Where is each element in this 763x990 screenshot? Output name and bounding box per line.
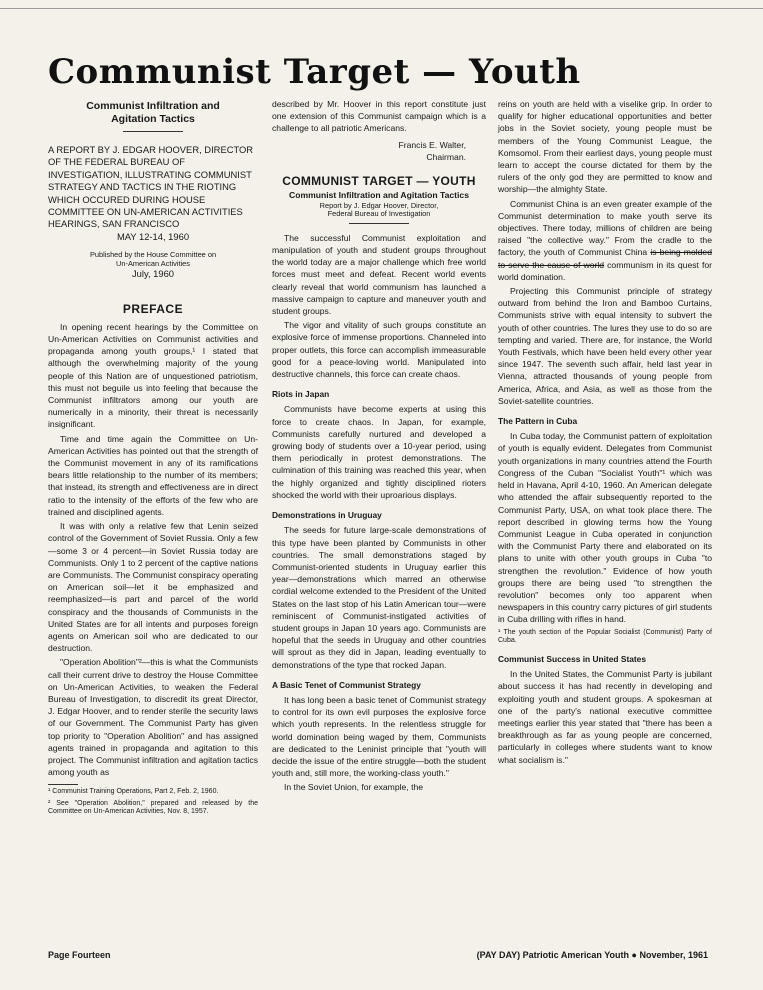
paragraph: In Cuba today, the Communist pattern of exploitation of youth is equally evident. Delegates from Communist youth organizations in many countries attend the Fourth Congress of the Cuban "Socialist Youth"¹ which was held in Havana, April 4-10, 1960. An American delegate who attended the affair subsequently reported to the Communist Party, USA, on what took place there. The report described in glowing terms how the Young Communist League in Cuba operated in conjunction with the Communist Party there and elaborated on its plans to unite with other youth groups in Cuba "to strengthen the revolution." Evidence of how youth groups there are being used "to strengthen the revolution" becomes only too apparent when newspapers in this country carry pictures of girl students in Cuba drilling with rifles in hand. bbox=[498, 431, 712, 625]
published-by bbox=[48, 251, 258, 268]
report-text: A REPORT BY J. EDGAR HOOVER, DIRECTOR OF THE FEDERAL BUREAU OF INVESTIGATION, ILLUSTRATING COMMUNIST STRATEGY AND TACTICS IN THE RIOTING WHICH OCCURED DURING HOUSE COMMITTEE ON UN-AMERICAN ACTIVITIES HEARINGS, SAN FRANCISCO bbox=[48, 144, 254, 230]
paragraph: Time and time again the Committee on Un-American Activities has pointed out that the strength of the Communist movement in any of its ramifications bears little relationship to the number of its members; that instead, its strength and effectiveness are in direct ratio to the intensity of the efforts of the few who are trained and disciplined agents. bbox=[48, 433, 258, 517]
paragraph: reins on youth are held with a viselike grip. In order to qualify for higher educational opportunities and better jobs in the Soviet society, young people must be members of the Young Communist League, the Komsomol. From their earliest days, young people must learn to accept the course dictated for them by the rulers of the only god they are permitted to know and worship—the almighty State. bbox=[498, 99, 712, 195]
paragraph: Communists have become experts at using this force to create chaos. In Japan, for example, Communists carefully nurtured and developed a growing body of students over a 10-year period, using them periodically in protest demonstrations. The culmination of this training was reached this year, when the highly organized and tightly disciplined rioters shocked the world with their uproarious displays. bbox=[272, 404, 486, 500]
report-date: MAY 12-14, 1960 bbox=[116, 230, 190, 242]
column-middle bbox=[272, 98, 486, 796]
paragraph: "Operation Abolition"²—this is what the Communists call their current drive to destroy the House Committee on Un-American Activities, to weaken the Federal Bureau of Investigation, to discredit its great Director, J. Edgar Hoover, and to render sterile the security laws of our Government. The Communist Party has given top priority to "Operation Abolition" and has assigned agents trained in propaganda and agitation to this project. The Communist infiltration and agitation tactics among youth as bbox=[48, 657, 258, 778]
byline-line-2: Federal Bureau of Investigation bbox=[327, 209, 431, 219]
subheading-demonstrations-uruguay: Demonstrations in Uruguay bbox=[272, 510, 382, 521]
paragraph: The seeds for future large-scale demonstrations of this type have been planted by Communists in other countries. The small demonstrations staged by Communist-oriented students in Uruguay earlier this year—demonstrations which marred an otherwise cordial welcome extended to the President of the United States on the last stop of his Latin American tour—were reminiscent of Communist-instigated activities of student groups in Japan 10 years ago. Communists are hopeful that the seeds in Uruguay and other countries will sprout as they did in Japan, leading eventually to demonstrations of the type that rocked Japan. bbox=[272, 525, 486, 670]
page-number: Page Fourteen bbox=[48, 950, 111, 960]
divider bbox=[123, 131, 183, 132]
paragraph: Projecting this Communist principle of strategy outward from behind the Iron and Bamboo Curtains, Communists strive with equal intensity to subvert the youth of other countries. The lures they use to do so are tempting and varied. There are, for instance, the World Youth Festivals, which have been held every other year since 1947. The seventh such affair, held last year in Vienna, attracted thousands of young people from America, Africa, and Asia, as well as those from the Soviet-satellite countries. bbox=[498, 286, 712, 406]
paragraph: The successful Communist exploitation and manipulation of youth and student groups throughout the world today are a major challenge which free world forces must meet and defeat. Recent world events clearly reveal that world communism has launched a massive campaign to capture and maneuver youth and student groups. bbox=[272, 232, 486, 317]
subtitle-line-1: Communist Infiltration and bbox=[86, 100, 220, 112]
publication-info: (PAY DAY) Patriotic American Youth ● November, 1961 bbox=[476, 950, 708, 960]
footnote: ¹ The youth section of the Popular Socialist (Communist) Party of Cuba. bbox=[498, 628, 712, 644]
signature-block bbox=[272, 139, 466, 163]
paragraph-part: Communist China is an even greater example of the Communist determination to make youth serve its objectives. There today, millions of children are being raised "the collective way." From the cradle to the factory, the youth of Communist China bbox=[498, 198, 712, 258]
published-date: July, 1960 bbox=[131, 268, 175, 280]
subheading-pattern-cuba: The Pattern in Cuba bbox=[498, 416, 578, 427]
paragraph: It has long been a basic tenet of Communist strategy to control for its own evil purposes the explosive force which youth represents. In the relentless struggle for world domination being waged by them, Communists are dedicated to the Leninist principle that "youth will decide the issue of the entire struggle—both the student youth and, still more, the working-class youth." bbox=[272, 694, 486, 779]
footnote: ¹ Communist Training Operations, Part 2, Feb. 2, 1960. bbox=[48, 788, 219, 796]
struck-text: is being molded to serve the cause of world bbox=[498, 247, 712, 270]
report-description bbox=[48, 144, 258, 243]
paragraph-part: communism in its quest for world domination. bbox=[498, 259, 713, 282]
byline-line-1: Report by J. Edgar Hoover, Director, bbox=[319, 201, 439, 211]
subtitle-line-2: Agitation Tactics bbox=[111, 113, 195, 125]
signature-title: Chairman. bbox=[426, 151, 466, 162]
subheading-basic-tenet: A Basic Tenet of Communist Strategy bbox=[272, 679, 421, 690]
subtitle bbox=[48, 100, 258, 126]
byline bbox=[272, 202, 486, 219]
paragraph bbox=[498, 198, 712, 283]
subheading-riots-japan: Riots in Japan bbox=[272, 389, 330, 400]
column-left bbox=[48, 98, 258, 816]
paragraph: described by Mr. Hoover in this report constitute just one extension of this Communist campaign which is a challenge to all patriotic Americans. bbox=[272, 99, 486, 134]
subheading-success-us: Communist Success in United States bbox=[498, 653, 646, 664]
paragraph: In opening recent hearings by the Committee on Un-American Activities on Communist activities and propaganda among youth groups,¹ I stated that although the overwhelming majority of the young people of this Nation are of unquestioned patriotism, this must not beguile us into feeling that because the Communist infiltrators among our youth are numerically in a minority, their threat is necessarily insignificant. bbox=[48, 321, 258, 430]
paragraph: The vigor and vitality of such groups constitute an explosive force of immense proportions. Channeled into proper outlets, this force can accomplish immeasurable good for a peace-loving world. Manipulated into destructive channels, this force can create chaos. bbox=[272, 320, 486, 380]
footnote-divider bbox=[48, 784, 78, 785]
paragraph: In the Soviet Union, for example, the bbox=[284, 782, 424, 793]
published-by-line-1: Published by the House Committee on bbox=[89, 250, 217, 260]
published-by-line-2: Un-American Activities bbox=[116, 258, 190, 268]
page-title: Communist Target — Youth bbox=[48, 52, 581, 92]
paragraph: In the United States, the Communist Party is jubilant about success it has had recently in developing and exploiting youth and student groups. A spokesman at one of the party's national executive committee meetings earlier this year stated that "there has been a breakthrough as far as young people are concerned, particularly in colleges where students want to know what socialism is." bbox=[498, 669, 712, 765]
preface-heading: PREFACE bbox=[122, 301, 184, 316]
column-right bbox=[498, 98, 712, 768]
section-heading: COMMUNIST TARGET — YOUTH bbox=[282, 173, 476, 188]
divider bbox=[349, 223, 409, 224]
top-border-line bbox=[0, 8, 763, 9]
section-subheading: Communist Infiltration and Agitation Tactics bbox=[289, 189, 469, 200]
footnote: ² See "Operation Abolition," prepared and released by the Committee on Un-American Activities, Nov. 8, 1957. bbox=[48, 799, 258, 815]
paragraph: It was with only a relative few that Lenin seized control of the Government of Soviet Russia. Only a few—some 3 or 4 percent—in Soviet Russia today are Communists. Only 1 to 2 percent of the captive nations are Communists. The Communist conspiracy operating on American soil—let it be emphasized and reemphasized—is part and parcel of the world conspiracy and the thousands of Communists in the United States are for all intents and purposes foreign agents on American soil who are dedicated to our destruction. bbox=[48, 521, 258, 654]
signature-name: Francis E. Walter, bbox=[398, 139, 466, 150]
